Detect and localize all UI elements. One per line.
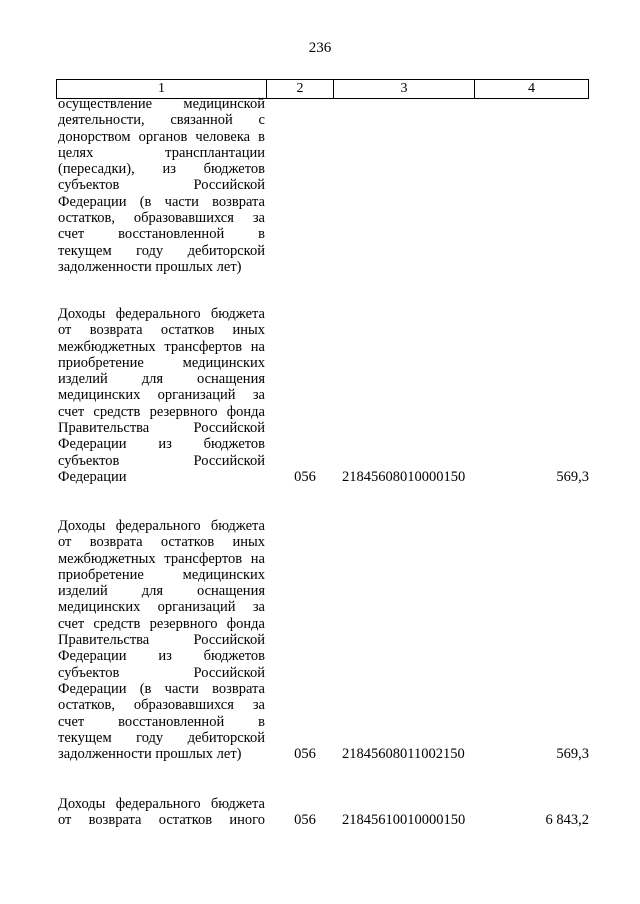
description-line: остатков, образовавшихся за (58, 210, 265, 227)
row-kbk: 21845610010000150 (342, 812, 466, 828)
description-line: целях трансплантации (58, 144, 265, 161)
page-number: 236 (308, 40, 332, 56)
description-line: субъектов Российской (58, 664, 265, 681)
column-header-2: 2 (267, 80, 334, 98)
description-line: донорством органов человека в (58, 128, 265, 145)
description-line: текущем году дебиторской (58, 729, 265, 746)
description-line: приобретение медицинских (58, 354, 265, 371)
row-description (58, 96, 265, 275)
description-line: межбюджетных трансфертов на (58, 338, 265, 355)
description-line: остатков, образовавшихся за (58, 697, 265, 714)
row-amount: 569,3 (556, 469, 589, 485)
description-line: осуществление медицинской (58, 96, 265, 112)
row-amount: 569,3 (556, 746, 589, 762)
description-line: Доходы федерального бюджета (58, 306, 265, 322)
row-amount: 6 843,2 (545, 812, 589, 828)
description-line: Правительства Российской (58, 420, 265, 437)
column-header-1: 1 (57, 80, 267, 98)
description-line: от возврата остатков иных (58, 534, 265, 551)
description-line: Правительства Российской (58, 632, 265, 649)
description-line: субъектов Российской (58, 177, 265, 194)
description-line: Федерации (58, 468, 127, 485)
description-line: счет восстановленной в (58, 226, 265, 243)
description-line: счет средств резервного фонда (58, 615, 265, 632)
description-line: деятельности, связанной с (58, 112, 265, 129)
description-line: субъектов Российской (58, 452, 265, 469)
description-line: (пересадки), из бюджетов (58, 161, 265, 178)
description-line: медицинских организаций за (58, 599, 265, 616)
row-kbk: 21845608011002150 (342, 746, 465, 762)
description-line: Федерации (в части возврата (58, 680, 265, 697)
description-line: счет восстановленной в (58, 713, 265, 730)
row-kbk: 21845608010000150 (342, 469, 466, 485)
description-line: межбюджетных трансфертов на (58, 550, 265, 567)
description-line: Доходы федерального бюджета (58, 518, 265, 534)
description-line: Федерации (в части возврата (58, 193, 265, 210)
row-code: 056 (294, 469, 316, 485)
row-code: 056 (294, 812, 316, 828)
description-line: задолженности прошлых лет) (58, 746, 242, 763)
description-line: Доходы федерального бюджета (58, 796, 265, 812)
description-line: от возврата остатков иных (58, 322, 265, 339)
row-code: 056 (294, 746, 316, 762)
description-line: задолженности прошлых лет) (58, 258, 242, 275)
row-description (58, 518, 265, 762)
description-line: от возврата остатков иного (58, 812, 265, 829)
row-description (58, 306, 265, 485)
row-description (58, 796, 265, 829)
description-line: счет средств резервного фонда (58, 403, 265, 420)
description-line: изделий для оснащения (58, 371, 265, 388)
column-header-4: 4 (528, 81, 535, 96)
description-line: Федерации из бюджетов (58, 436, 265, 453)
description-line: приобретение медицинских (58, 566, 265, 583)
description-line: медицинских организаций за (58, 387, 265, 404)
column-header-3: 3 (334, 80, 475, 98)
description-line: изделий для оснащения (58, 583, 265, 600)
description-line: Федерации из бюджетов (58, 648, 265, 665)
description-line: текущем году дебиторской (58, 242, 265, 259)
